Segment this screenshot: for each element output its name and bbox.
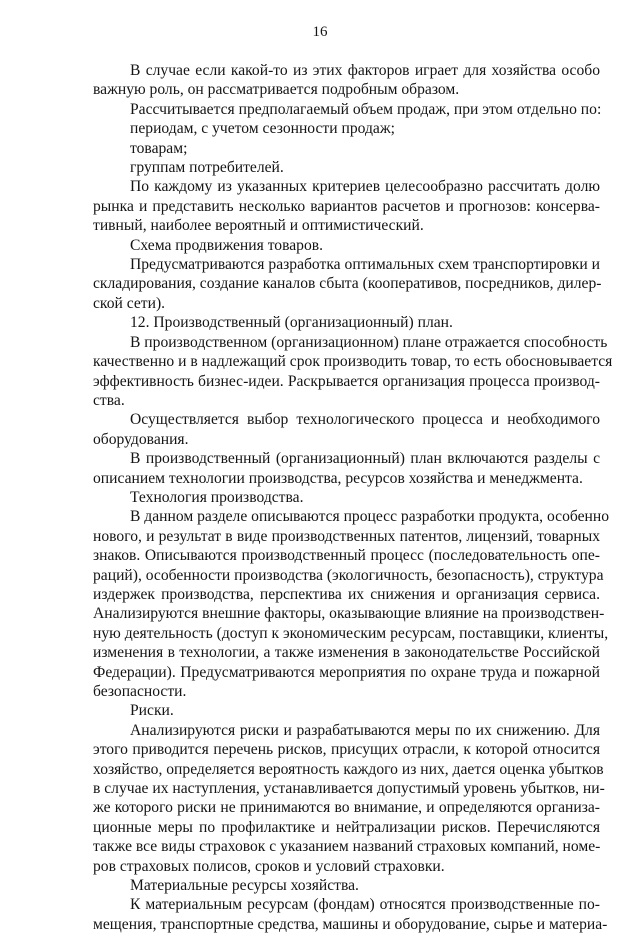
text-line: Анализируются внешние факторы, оказывающие влияние на производствен- [93,605,605,623]
text-line: По каждому из указанных критериев целесообразно рассчитать долю [130,178,600,196]
text-line: ров страховых полисов, сроков и условий страховки. [93,857,445,875]
text-line: группам потребителей. [130,159,284,177]
text-line: ской сети). [93,294,166,312]
text-line: Предусматриваются разработка оптимальных схем транспортировки и [130,256,600,274]
text-line: эффективность бизнес-идеи. Раскрывается организация процесса производ- [93,372,600,390]
text-line: безопасности. [93,683,187,700]
text-line: складирования, создание каналов сбыта (кооперативов, посредников, дилер- [93,275,602,293]
text-line: раций), особенности производства (экологичность, безопасность), структура [93,566,604,584]
text-line: этого приводится перечень рисков, присущих отрасли, к которой относится [93,741,600,759]
text-line: хозяйство, определяется вероятность каждого из них, дается оценка убытков [93,760,604,778]
page-number: 16 [312,24,328,40]
text-line: качественно и в надлежащий срок производить товар, то есть обосновывается [93,353,613,371]
text-line: Рассчитывается предполагаемый объем продаж, при этом отдельно по: [130,100,602,118]
text-line: К материальным ресурсам (фондам) относятся производственные по- [130,896,600,914]
text-line: тивный, наиболее вероятный и оптимистический. [93,217,424,235]
text-line: В случае если какой-то из этих факторов играет для хозяйства особо [130,62,600,79]
text-line: ную деятельность (доступ к экономическим ресурсам, поставщики, клиенты, [93,624,609,642]
section-heading: Материальные ресурсы хозяйства. [130,877,359,895]
text-line: издержек производства, перспектива их снижения и организация сервиса. [93,585,600,603]
text-line: также все виды страховок с указанием названий страховых компаний, номе- [93,838,601,856]
text-line: рынка и представить несколько вариантов расчетов и прогнозов: консерва- [93,197,600,215]
text-line: Анализируются риски и разрабатываются меры по их снижению. Для [130,721,600,739]
section-heading: Риски. [130,702,174,720]
text-line: Федерации). Предусматриваются мероприятия по охране труда и пожарной [93,663,600,681]
text-line: В производственный (организационный) план включаются разделы с [130,450,600,468]
text-line: изменения в технологии, а также изменения в законодательстве Российской [93,644,600,662]
text-line: нового, и результат в виде производственных патентов, лицензий, товарных [93,527,600,545]
text-line: в случае их наступления, устанавливается допустимый уровень убытков, ни- [93,780,605,798]
section-heading: Схема продвижения товаров. [130,236,324,254]
text-line: знаков. Описываются производственный процесс (последовательность опе- [93,547,600,565]
text-line: ства. [93,391,125,409]
section-heading: 12. Производственный (организационный) план. [130,314,453,332]
text-line: товарам; [130,139,188,157]
page-body [93,61,613,934]
text-line: важную роль, он рассматривается подробным образом. [93,81,460,99]
text-line: же которого риски не принимаются во внимание, и определяются организа- [93,799,600,817]
text-line: В производственном (организационном) плане отражается способность [130,333,608,351]
text-line: В данном разделе описываются процесс разработки продукта, особенно [130,508,610,526]
text-line: ционные меры по профилактике и нейтрализации рисков. Перечисляются [93,818,600,836]
text-line: мещения, транспортные средства, машины и оборудование, сырье и материа- [93,915,608,933]
text-line: оборудования. [93,430,189,448]
text-line: Осуществляется выбор технологического процесса и необходимого [130,411,600,429]
section-heading: Технология производства. [130,488,304,506]
text-line: периодам, с учетом сезонности продаж; [130,120,395,138]
text-line: описанием технологии производства, ресурсов хозяйства и менеджмента. [93,469,583,487]
